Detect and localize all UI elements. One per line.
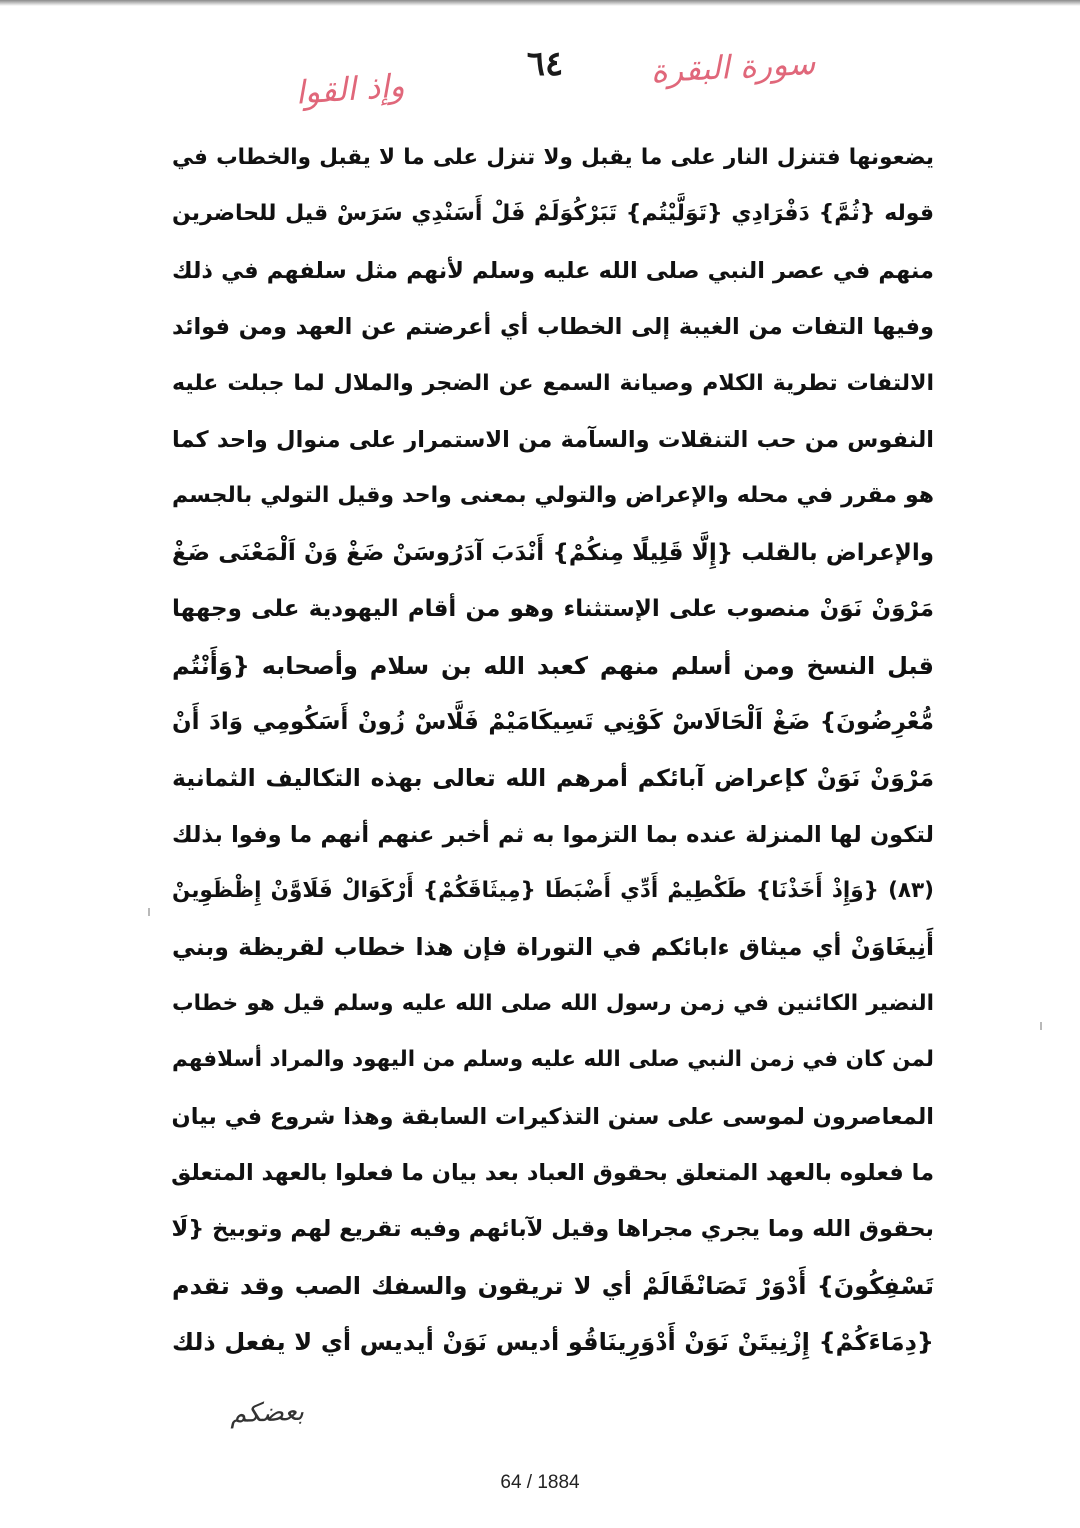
text-line: منهم في عصر النبي صلى الله عليه وسلم لأنهم مثل سلفهم في ذلك (172, 257, 934, 284)
body-text (172, 130, 934, 1371)
text-line: النفوس من حب التنقلات والسآمة من الاستمرار على منوال واحد كما (172, 426, 934, 453)
text-line: المعاصرون لموسى على سنن التذكيرات السابقة وهذا شروع في بيان (171, 1103, 934, 1130)
surah-name-note: سورة البقرة (649, 43, 817, 91)
text-line: قوله {ثُمَّ} دَفْرَادِي {تَوَلَّيْتُم} تَبَرْكُوَلَمْ فَلْ أَسَنْدِي سَرَسْ قيل للحاضرين (172, 201, 934, 227)
scan-speck (1040, 1022, 1042, 1030)
text-line: أَنِيغَاوَنْ أي ميثاق ءابائكم في التوراة فإن هذا خطاب لقريظة وبني (172, 933, 934, 962)
text-line: النضير الكائنين في زمن رسول الله صلى الله عليه وسلم قيل هو خطاب (172, 990, 934, 1016)
text-line: لمن كان في زمن النبي صلى الله عليه وسلم من اليهود والمراد أسلافهم (172, 1047, 934, 1073)
scan-top-edge (0, 0, 1080, 6)
text-line: مَرْوَنْ نَوَنْ كإعراض آبائكم أمرهم الله تعالى بهذه التكاليف الثمانية (172, 764, 934, 793)
text-line: وفيها التفات من الغيبة إلى الخطاب أي أعرضتم عن العهد ومن فوائد (172, 314, 934, 341)
text-line: مُّعْرِضُونَ} ضَغْ اَلْحَالَاسْ كَوْنِي تَسِيكَامَيْمْ فَلَّاسْ زُونْ أَسَكُومِي وَادَ أَنْ (172, 708, 934, 735)
verse-reference-note: وإذ القوا (294, 66, 406, 112)
text-line: الالتفات تطرية الكلام وصيانة السمع عن الضجر والملال لما جبلت عليه (172, 370, 934, 396)
text-line: هو مقرر في محله والإعراض والتولي بمعنى واحد وقيل التولي بالجسم (172, 483, 934, 509)
text-line: قبل النسخ ومن أسلم منهم كعبد الله بن سلام وأصحابه {وَأَنْتُم (172, 651, 934, 680)
catchword-note: بعضكم (229, 1396, 305, 1430)
text-line: تَسْفِكُونَ} أَدْوَرْ تَصَانْقَالَمْ أي لا تريقون والسفك الصب وقد تقدم (172, 1271, 934, 1300)
text-line: (٨٣) {وَإِذْ أَخَذْنَا} طَكْطِيمْ أَدِّي أَضْبَطَا {مِيثَاقَكُمْ} أَرْكَوَالْ فَلَاوَّنْ إِظْظَوِينْ (172, 878, 934, 904)
scan-speck (148, 908, 150, 916)
page-number: ٦٤ (526, 44, 564, 84)
page-counter: 64 / 1884 (500, 1472, 580, 1493)
text-line: {دِمَاءَكُمْ} إِزْنِيتَنْ نَوَنْ أَدْوَرِينَاقُو أديس نَوَنْ أيديس أي لا يفعل ذلك (172, 1328, 934, 1357)
text-line: بحقوق الله وما يجري مجراها وقيل لآبائهم وفيه تقريع لهم وتوبيخ {لَا (171, 1216, 934, 1243)
text-line: والإعراض بالقلب {إِلَّا قَلِيلًا مِنكُمْ} أَنْدَبَ آدَرُوسَنْ ضَغْ وَنْ اَلْمَعْنَى ضَغْ (172, 539, 934, 566)
text-line: لتكون لها المنزلة عنده بما التزموا به ثم أخبر عنهم أنهم ما وفوا بذلك (172, 821, 934, 848)
text-line: ما فعلوه بالعهد المتعلق بحقوق العباد بعد بيان ما فعلوا بالعهد المتعلق (171, 1160, 934, 1187)
text-line: مَرْوَنْ نَوَنْ منصوب على الإستثناء وهو من أقام اليهودية على وجهها (172, 596, 934, 623)
text-line: يضعونها فتنزل النار على ما يقبل ولا تنزل على ما لا يقبل والخطاب في (172, 145, 934, 170)
